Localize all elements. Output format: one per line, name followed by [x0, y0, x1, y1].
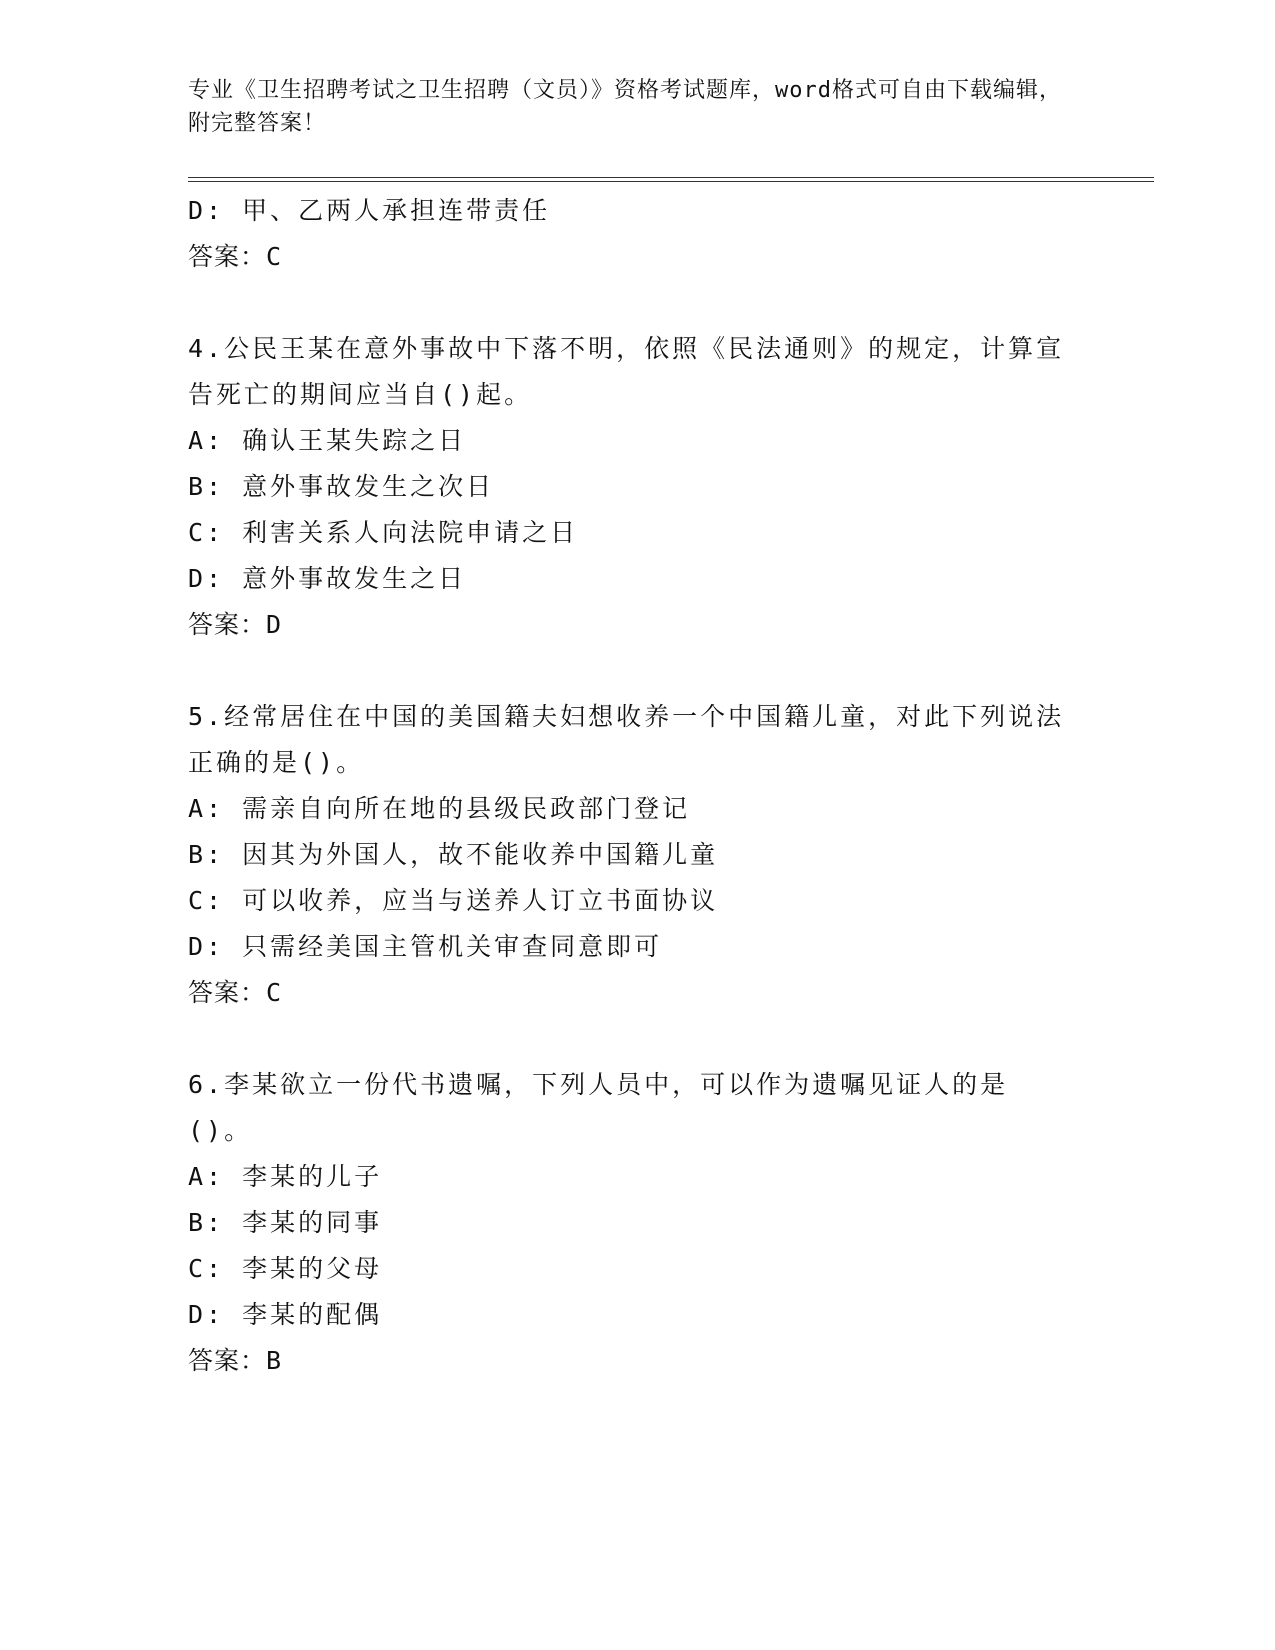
header-divider: [188, 177, 1154, 182]
option-d: D: 李某的配偶: [188, 1300, 383, 1329]
spacer: [188, 280, 1068, 326]
option-d: D: 甲、乙两人承担连带责任: [188, 196, 551, 225]
answer-label: 答案：: [188, 610, 267, 639]
answer-label: 答案：: [188, 1346, 267, 1375]
answer-line: [188, 1338, 1068, 1384]
option-b: B: 意外事故发生之次日: [188, 472, 495, 501]
answer-line: [188, 234, 1068, 280]
document-header: 专业《卫生招聘考试之卫生招聘（文员）》资格考试题库，word格式可自由下载编辑，附完整答案！: [188, 78, 1062, 136]
answer-value: B: [266, 1346, 283, 1375]
previous-question-tail: [188, 188, 1068, 280]
answer-line: [188, 970, 1068, 1016]
answer-value: C: [266, 242, 283, 271]
option-a: A: 李某的儿子: [188, 1162, 383, 1191]
option-c: C: 可以收养，应当与送养人订立书面协议: [188, 886, 719, 915]
option-c: C: 利害关系人向法院申请之日: [188, 518, 579, 547]
document-body: [188, 188, 1068, 1384]
answer-value: C: [266, 978, 283, 1007]
answer-line: [188, 602, 1068, 648]
spacer: [188, 648, 1068, 694]
answer-label: 答案：: [188, 242, 267, 271]
question-text: 6.李某欲立一份代书遗嘱，下列人员中，可以作为遗嘱见证人的是()。: [188, 1070, 1009, 1145]
option-b: B: 因其为外国人，故不能收养中国籍儿童: [188, 840, 719, 869]
option-c: C: 李某的父母: [188, 1254, 383, 1283]
option-b: B: 李某的同事: [188, 1208, 383, 1237]
question-6: [188, 1062, 1068, 1384]
answer-label: 答案：: [188, 978, 267, 1007]
option-a: A: 确认王某失踪之日: [188, 426, 467, 455]
option-d: D: 意外事故发生之日: [188, 564, 467, 593]
option-d: D: 只需经美国主管机关审查同意即可: [188, 932, 663, 961]
option-a: A: 需亲自向所在地的县级民政部门登记: [188, 794, 691, 823]
spacer: [188, 1016, 1068, 1062]
question-text: 4.公民王某在意外事故中下落不明，依照《民法通则》的规定，计算宣告死亡的期间应当自()起。: [188, 334, 1065, 409]
question-4: [188, 326, 1068, 648]
question-5: [188, 694, 1068, 1016]
answer-value: D: [266, 610, 283, 639]
question-text: 5.经常居住在中国的美国籍夫妇想收养一个中国籍儿童，对此下列说法正确的是()。: [188, 702, 1065, 777]
